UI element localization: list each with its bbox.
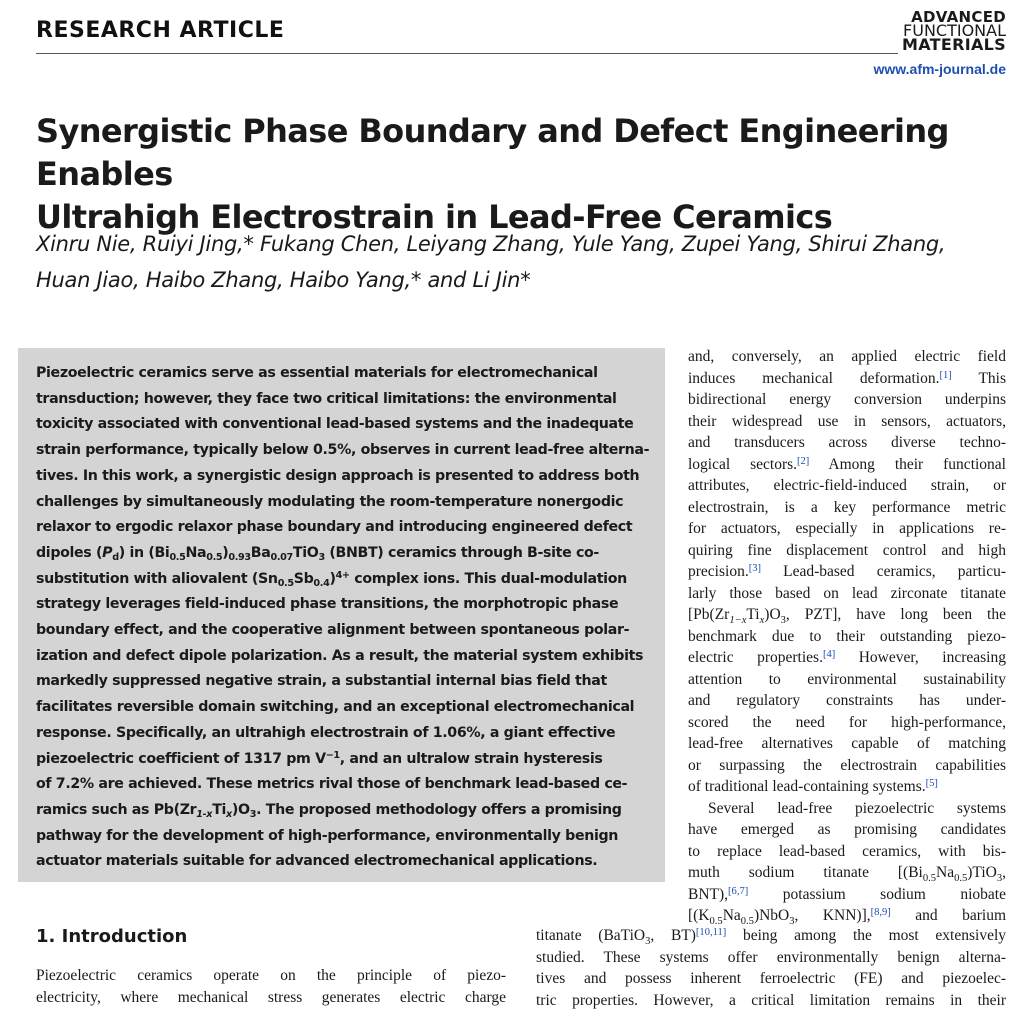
body-fragment: and barium: [890, 907, 1006, 924]
body-line: [688, 604, 1006, 626]
body-fragment: 1−x: [729, 614, 747, 626]
body-fragment: [(K: [688, 907, 710, 924]
body-fragment: 3: [789, 915, 795, 927]
body-fragment: )O: [764, 606, 781, 623]
abstract-line: toxicity associated with conventional lead-based systems and the inadequate: [36, 416, 634, 433]
citation-link[interactable]: [10,11]: [695, 927, 727, 939]
abstract-fragment: dipoles (: [36, 544, 103, 561]
body-line: or surpassing the electrostrain capabilities: [688, 756, 1006, 774]
citation-link[interactable]: [1]: [939, 369, 952, 381]
abstract-line: facilitates reversible domain switching, and an exceptional electromechanical: [36, 699, 635, 716]
abstract-fragment: 1-x: [196, 809, 213, 821]
body-fragment: logical sectors.: [688, 455, 798, 473]
abstract-fragment: Na: [185, 544, 207, 561]
abstract-fragment: d: [112, 552, 119, 564]
body-fragment: Lead-based ceramics, particu-: [760, 563, 1006, 580]
abstract-fragment: 4+: [335, 570, 350, 582]
body-fragment: 3: [645, 935, 651, 947]
body-fragment: being among the most extensively: [726, 927, 1006, 944]
abstract-fragment: Sb: [293, 570, 314, 587]
body-line: and, conversely, an applied electric field: [688, 348, 1006, 365]
abstract-fragment: (BNBT) ceramics through B-site co-: [324, 544, 599, 561]
abstract-line: [36, 798, 648, 824]
abstract-line: [36, 747, 648, 773]
journal-url-link[interactable]: www.afm-journal.de: [873, 61, 1006, 77]
body-fragment: Na: [936, 864, 955, 881]
body-line: benchmark due to their outstanding piezo-: [688, 627, 1006, 645]
body-fragment: )TiO: [967, 864, 997, 881]
body-line: [688, 776, 1006, 798]
body-text-introduction: [36, 965, 506, 1008]
abstract-line: response. Specifically, an ultrahigh electrostrain of 1.06%, a giant effective: [36, 724, 616, 741]
abstract-fragment: 3: [318, 552, 325, 564]
body-fragment: of traditional lead-containing systems.: [688, 778, 926, 795]
body-fragment: induces mechanical deformation.: [688, 369, 940, 387]
body-line: scored the need for high-performance,: [688, 713, 1006, 731]
abstract-fragment: complex ions. This dual-modulation: [349, 570, 627, 587]
abstract-line: [36, 541, 648, 567]
abstract-line: transduction; however, they face two critical limitations: the environmental: [36, 390, 617, 407]
body-line: and regulatory constraints has under-: [688, 692, 1006, 709]
body-fragment: , BT): [650, 927, 696, 944]
abstract-text: [36, 361, 648, 875]
body-fragment: precision.: [688, 563, 749, 580]
body-fragment: x: [759, 614, 765, 626]
body-fragment: 3: [780, 614, 786, 626]
abstract-fragment: )O: [231, 801, 250, 818]
body-fragment: However, increasing: [835, 649, 1006, 666]
body-line: [688, 561, 1006, 583]
body-line: [688, 884, 1006, 906]
abstract-line: tives. In this work, a synergistic design approach is presented to address both: [36, 467, 640, 484]
body-line: [688, 647, 1006, 669]
body-line: their widespread use in sensors, actuators,: [688, 412, 1006, 430]
abstract-fragment: ): [222, 544, 229, 561]
abstract-fragment: 3: [249, 809, 257, 821]
body-line: attributes, electric-field-induced strain, or: [688, 477, 1006, 494]
body-fragment: Ti: [746, 606, 760, 623]
body-text-bottom-right: [536, 925, 1006, 1011]
author-list: [36, 226, 1016, 298]
abstract-line: relaxor to ergodic relaxor phase boundary and introducing engineered defect: [36, 519, 633, 536]
body-fragment: 0.5: [740, 915, 754, 927]
author-line-2: Huan Jiao, Haibo Zhang, Haibo Yang,* and Li Jin*: [36, 268, 531, 292]
body-line: attention to environmental sustainability: [688, 670, 1006, 688]
abstract-line: markedly suppressed negative strain, a substantial internal bias field that: [36, 673, 607, 690]
body-line: Several lead-free piezoelectric systems: [708, 799, 1006, 817]
abstract-line: strain performance, typically below 0.5%, observes in current lead-free alterna-: [36, 442, 650, 459]
body-fragment: potassium sodium niobate: [748, 885, 1006, 903]
abstract-line: ization and defect dipole polarization. As a result, the material system exhibits: [36, 647, 644, 664]
body-line: electrostrain, is a key performance metric: [688, 498, 1006, 516]
body-fragment: [760, 615, 765, 626]
citation-link[interactable]: [3]: [748, 563, 761, 575]
abstract-fragment: 0.5: [169, 552, 186, 564]
body-fragment: electric properties.: [688, 649, 823, 666]
abstract-fragment: TiO: [292, 544, 319, 561]
body-line: larly those based on lead zirconate titanate: [688, 584, 1006, 602]
author-line-1: Xinru Nie, Ruiyi Jing,* Fukang Chen, Leiyang Zhang, Yule Yang, Zupei Yang, Shirui Zhang,: [36, 232, 946, 256]
citation-link[interactable]: [6,7]: [728, 885, 749, 897]
body-line: bidirectional energy conversion underpins: [688, 391, 1006, 408]
citation-link[interactable]: [4]: [822, 649, 836, 661]
abstract-fragment: ) in (Bi: [118, 544, 170, 561]
abstract-fragment: 0.5: [206, 552, 223, 564]
body-line: Piezoelectric ceramics operate on the principle of piezo-: [36, 967, 506, 984]
abstract-line: strategy leverages field-induced phase transitions, the morphotropic phase: [36, 596, 619, 613]
body-line: studied. These systems offer environmentally benign alterna-: [536, 948, 1006, 966]
abstract-fragment: Ti: [212, 801, 227, 818]
body-fragment: [729, 615, 746, 626]
header-divider: [36, 53, 898, 54]
citation-link[interactable]: [5]: [925, 778, 938, 790]
body-fragment: ,: [1002, 864, 1006, 881]
body-fragment: , PZT], have long been the: [785, 606, 1006, 623]
body-line: for actuators, especially in applications re-: [688, 520, 1006, 537]
abstract-fragment: 0.07: [270, 552, 293, 564]
body-line: [688, 862, 1006, 884]
body-fragment: )NbO: [753, 907, 790, 924]
body-fragment: Among their functional: [809, 455, 1006, 473]
abstract-fragment: ): [329, 570, 336, 587]
logo-line-advanced: ADVANCED: [911, 8, 1006, 26]
body-fragment: This: [951, 369, 1006, 387]
abstract-line: [36, 567, 648, 593]
abstract-fragment: P: [102, 544, 113, 561]
body-line: [536, 925, 1006, 947]
body-fragment: 3: [996, 872, 1003, 884]
abstract-fragment: substitution with aliovalent (Sn: [36, 570, 278, 587]
title-line-2: Ultrahigh Electrostrain in Lead-Free Ceramics: [36, 198, 833, 236]
abstract-fragment: [196, 809, 212, 820]
body-line: [688, 905, 1006, 927]
body-line: have emerged as promising candidates: [688, 821, 1006, 838]
body-line: tives and possess inherent ferroelectric (FE) and piezoelec-: [536, 970, 1006, 987]
title-line-1: Synergistic Phase Boundary and Defect Engineering Enables: [36, 112, 949, 193]
journal-logo: [902, 10, 1006, 52]
body-line: quiring fine displacement control and high: [688, 541, 1006, 559]
body-fragment: 0.5: [954, 872, 968, 884]
abstract-fragment: [226, 809, 232, 820]
citation-link[interactable]: [8,9]: [870, 907, 891, 919]
abstract-fragment: −1: [325, 750, 340, 762]
body-fragment: [Pb(Zr: [688, 606, 730, 623]
body-line: tric properties. However, a critical limitation remains in their: [536, 991, 1006, 1009]
body-fragment: 0.5: [922, 872, 937, 884]
body-fragment: titanate (BaTiO: [536, 927, 646, 944]
body-line: [688, 454, 1006, 476]
abstract-fragment: x: [226, 809, 232, 821]
body-fragment: Na: [722, 907, 741, 924]
abstract-fragment: ramics such as Pb(Zr: [36, 801, 197, 818]
abstract-line: boundary effect, and the cooperative alignment between spontaneous polar-: [36, 622, 630, 639]
citation-link[interactable]: [2]: [797, 455, 810, 467]
abstract-fragment: Ba: [250, 544, 271, 561]
abstract-line: actuator materials suitable for advanced electromechanical applications.: [36, 853, 598, 870]
body-fragment: muth sodium titanate [(Bi: [688, 864, 923, 881]
body-line: and transducers across diverse techno-: [688, 434, 1006, 451]
abstract-fragment: . The proposed methodology offers a promising: [256, 801, 622, 818]
abstract-line: pathway for the development of high-performance, environmentally benign: [36, 827, 619, 844]
body-fragment: BNT),: [688, 885, 729, 903]
abstract-line: Piezoelectric ceramics serve as essential materials for electromechanical: [36, 365, 598, 381]
body-text-right-column: [688, 346, 1006, 927]
body-line: to replace lead-based ceramics, with bis-: [688, 842, 1006, 860]
section-heading-introduction: 1. Introduction: [36, 926, 188, 947]
abstract-fragment: piezoelectric coefficient of 1317 pm V: [36, 750, 326, 767]
abstract-fragment: 0.5: [277, 578, 294, 589]
abstract-fragment: , and an ultralow strain hysteresis: [339, 750, 603, 767]
abstract-fragment: 0.93: [228, 552, 251, 564]
body-line: [688, 368, 1006, 390]
logo-line-functional: FUNCTIONAL: [903, 21, 1006, 40]
abstract-fragment: 0.4: [313, 578, 330, 589]
body-fragment: , KNN)],: [794, 907, 871, 924]
abstract-line: of 7.2% are achieved. These metrics rival those of benchmark lead-based ce-: [36, 776, 628, 793]
body-line: lead-free alternatives capable of matching: [688, 735, 1006, 752]
body-line: electricity, where mechanical stress generates electric charge: [36, 988, 506, 1006]
abstract-line: challenges by simultaneously modulating the room-temperature nonergodic: [36, 493, 624, 510]
body-fragment: 0.5: [709, 915, 723, 927]
article-title: [36, 110, 1016, 239]
article-type-label: RESEARCH ARTICLE: [36, 18, 285, 43]
logo-line-materials: MATERIALS: [902, 35, 1006, 54]
